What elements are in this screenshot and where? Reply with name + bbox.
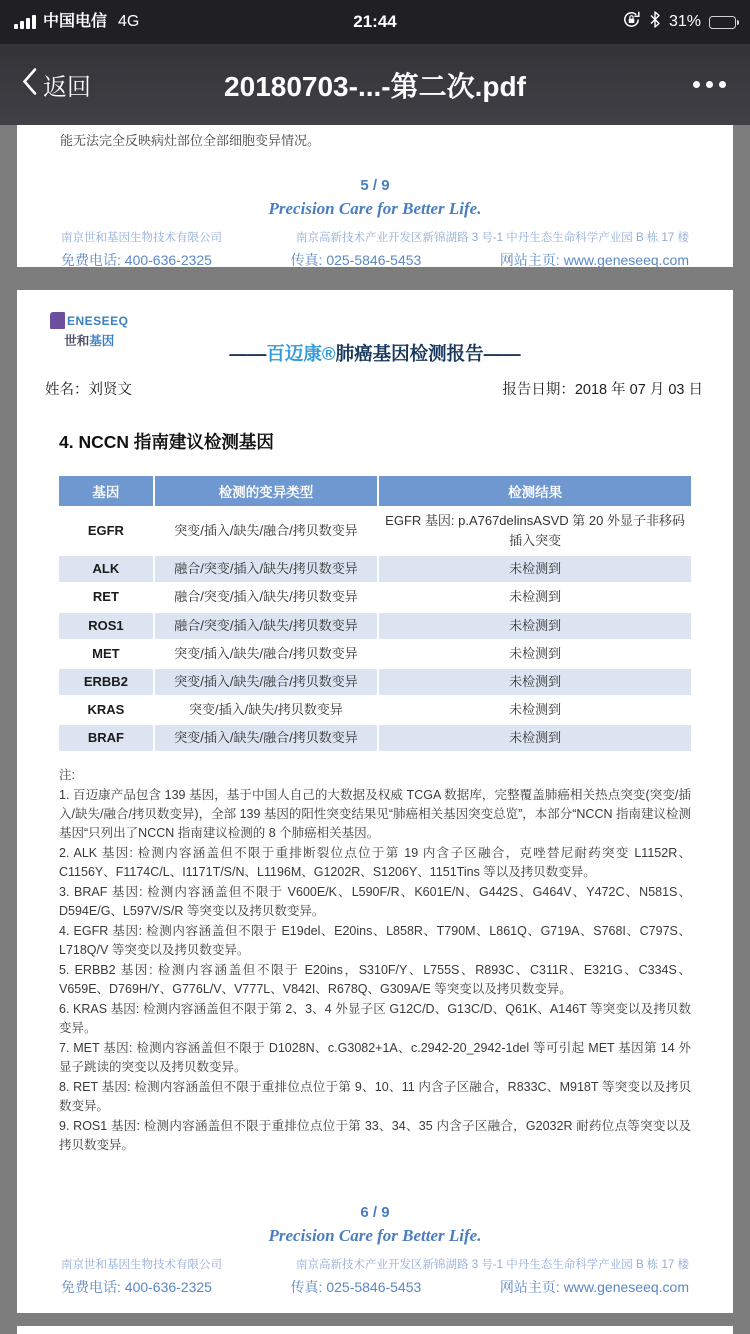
notes-label: 注:	[59, 768, 75, 783]
gene-cell: ERBB2	[59, 668, 154, 696]
company-address: 南京高新技术产业开发区新锦湖路 3 号-1 中丹生态生命科学产业园 B 栋 17 楼	[296, 232, 689, 244]
chevron-left-icon	[22, 68, 37, 102]
variant-type-cell: 突变/插入/缺失/融合/拷贝数变异	[154, 724, 378, 752]
gene-cell: BRAF	[59, 724, 154, 752]
table-row	[59, 640, 691, 668]
gene-table-header-row	[59, 476, 691, 507]
clock: 21:44	[353, 12, 397, 31]
section-title: 4. NCCN 指南建议检测基因	[59, 432, 274, 452]
result-cell: 未检测到	[378, 583, 691, 611]
page-number: 6 / 9	[360, 1204, 390, 1221]
note-item: 1. 百迈康产品包含 139 基因，基于中国人自己的大数据及权威 TCGA 数据库，完整覆盖肺癌相关热点突变(突变/插入/缺失/融合/拷贝数变异)，全部 139 基因的阳性突变结果见“肺癌相关基因突变总览”，本部分“NCCN 指南建议检测基因“只列出了NCCN 指南建议检测的 8 个肺癌相关基因。	[59, 788, 691, 841]
pdf-page-6	[17, 290, 733, 1313]
patient-name: 姓名：刘贤文	[45, 382, 132, 398]
result-cell: 未检测到	[378, 612, 691, 640]
report-header	[17, 290, 733, 378]
column-header: 检测的变异类型	[154, 476, 378, 507]
report-title-brand: 百迈康®	[266, 343, 336, 364]
table-row	[59, 612, 691, 640]
battery-icon	[709, 16, 736, 29]
note-item: 4. EGFR 基因: 检测内容涵盖但不限于 E19del、E20ins、L858R、T790M、L861Q、G719A、S768I、C797S、L718Q/V 等突变以及拷贝数变异。	[59, 924, 691, 958]
pdf-viewer[interactable]	[0, 125, 750, 1334]
network-type-label: 4G	[118, 13, 140, 30]
report-title: ——百迈康®肺癌基因检测报告——	[229, 343, 521, 364]
bluetooth-icon	[649, 11, 661, 33]
tagline: Precision Care for Better Life.	[268, 1226, 482, 1245]
logo-cn-1: 世和	[64, 334, 90, 348]
table-row	[59, 507, 691, 555]
variant-type-cell: 融合/突变/插入/缺失/拷贝数变异	[154, 583, 378, 611]
page-number: 5 / 9	[360, 177, 390, 194]
note-item: 9. ROS1 基因: 检测内容涵盖但不限于重排位点位于第 33、34、35 内含子区融合，G2032R 耐药位点等突变以及拷贝数变异。	[59, 1119, 691, 1153]
result-cell: 未检测到	[378, 640, 691, 668]
result-cell: 未检测到	[378, 696, 691, 724]
variant-type-cell: 融合/突变/插入/缺失/拷贝数变异	[154, 555, 378, 583]
page5-body-text: 能无法完全反映病灶部位全部细胞变异情况。	[60, 133, 321, 148]
carrier-label: 中国电信	[43, 13, 108, 30]
table-row	[59, 696, 691, 724]
company-phone: 免费电话: 400-636-2325	[61, 1279, 212, 1295]
result-cell: 未检测到	[378, 555, 691, 583]
page6-footer	[17, 1204, 733, 1313]
pdf-page-5	[17, 125, 733, 267]
company-website: 网站主页: www.geneseeq.com	[499, 1279, 689, 1295]
company-fax: 传真: 025-5846-5453	[290, 252, 422, 268]
gene-cell: RET	[59, 583, 154, 611]
result-cell: 未检测到	[378, 724, 691, 752]
company-name: 南京世和基因生物技术有限公司	[61, 232, 222, 244]
note-item: 6. KRAS 基因: 检测内容涵盖但不限于第 2、3、4 外显子区 G12C/D、G13C/D、Q61K、A146T 等突变以及拷贝数变异。	[59, 1002, 691, 1036]
gene-cell: EGFR	[59, 507, 154, 555]
company-fax: 传真: 025-5846-5453	[290, 1279, 422, 1295]
tagline: Precision Care for Better Life.	[268, 199, 482, 218]
variant-type-cell: 融合/突变/插入/缺失/拷贝数变异	[154, 612, 378, 640]
back-label: 返回	[43, 74, 91, 101]
column-header: 检测结果	[378, 476, 691, 507]
gene-cell: MET	[59, 640, 154, 668]
report-date: 报告日期：2018 年 07 月 03 日	[502, 382, 703, 398]
note-item: 5. ERBB2 基因: 检测内容涵盖但不限于 E20ins，S310F/Y、L755S、R893C、C311R、E321G、C334S、V659E、D769H/Y、G776L/V、V777L、V842I、R678Q、G309A/E 等突变以及拷贝数变异。	[59, 963, 691, 997]
table-row	[59, 555, 691, 583]
variant-type-cell: 突变/插入/缺失/融合/拷贝数变异	[154, 668, 378, 696]
variant-type-cell: 突变/插入/缺失/融合/拷贝数变异	[154, 507, 378, 555]
pdf-page-7-edge	[17, 1326, 733, 1334]
battery-percent-label: 31%	[668, 13, 701, 30]
table-row	[59, 668, 691, 696]
column-header: 基因	[59, 476, 154, 507]
document-title: 20180703-...-第二次.pdf	[224, 70, 526, 102]
table-row	[59, 583, 691, 611]
result-cell: 未检测到	[378, 668, 691, 696]
company-website: 网站主页: www.geneseeq.com	[499, 252, 689, 268]
gene-cell: KRAS	[59, 696, 154, 724]
signal-strength-icon	[14, 16, 36, 30]
rotation-lock-icon	[622, 10, 641, 34]
logo-brand-text: ENESEEQ	[67, 313, 129, 328]
notes-section	[17, 765, 733, 1155]
note-item: 3. BRAF 基因: 检测内容涵盖但不限于 V600E/K、L590F/R、K601E/N、G442S、G464V、Y472C、N581S、D594E/G、L597V/S/R 等突变以及拷贝数变异。	[59, 885, 691, 919]
note-item: 8. RET 基因: 检测内容涵盖但不限于重排位点位于第 9、10、11 内含子区融合，R833C、M918T 等突变以及拷贝数变异。	[59, 1080, 691, 1114]
note-item: 2. ALK 基因: 检测内容涵盖但不限于重排断裂位点位于第 19 内含子区融合，克唑替尼耐药突变 L1152R、C1156Y、F1174C/L、I1171T/S/N、L1196M、G1202R、S1206Y、1151Tins 等以及拷贝数变异。	[59, 846, 691, 880]
logo-mark-icon	[50, 312, 65, 329]
company-phone: 免费电话: 400-636-2325	[61, 252, 212, 268]
report-title-main: 肺癌基因检测报告	[335, 343, 484, 364]
gene-cell: ALK	[59, 555, 154, 583]
variant-type-cell: 突变/插入/缺失/拷贝数变异	[154, 696, 378, 724]
gene-table	[59, 476, 691, 753]
nav-bar	[0, 44, 750, 125]
more-options-button[interactable]	[691, 75, 728, 94]
gene-table-body	[59, 507, 691, 752]
result-cell: EGFR 基因: p.A767delinsASVD 第 20 外显子非移码插入突变	[378, 507, 691, 555]
logo-cn-2: 基因	[89, 334, 115, 348]
notes-list	[59, 786, 691, 1155]
variant-type-cell: 突变/插入/缺失/融合/拷贝数变异	[154, 640, 378, 668]
page5-footer	[17, 177, 733, 270]
note-item: 7. MET 基因: 检测内容涵盖但不限于 D1028N、c.G3082+1A、c.2942-20_2942-1del 等可引起 MET 基因第 14 外显子跳读的突变以及拷贝数变异。	[59, 1041, 691, 1075]
table-row	[59, 724, 691, 752]
company-name: 南京世和基因生物技术有限公司	[61, 1259, 222, 1271]
gene-cell: ROS1	[59, 612, 154, 640]
company-address: 南京高新技术产业开发区新锦湖路 3 号-1 中丹生态生命科学产业园 B 栋 17 楼	[296, 1259, 689, 1271]
back-button[interactable]	[22, 67, 91, 102]
status-bar	[0, 0, 750, 44]
